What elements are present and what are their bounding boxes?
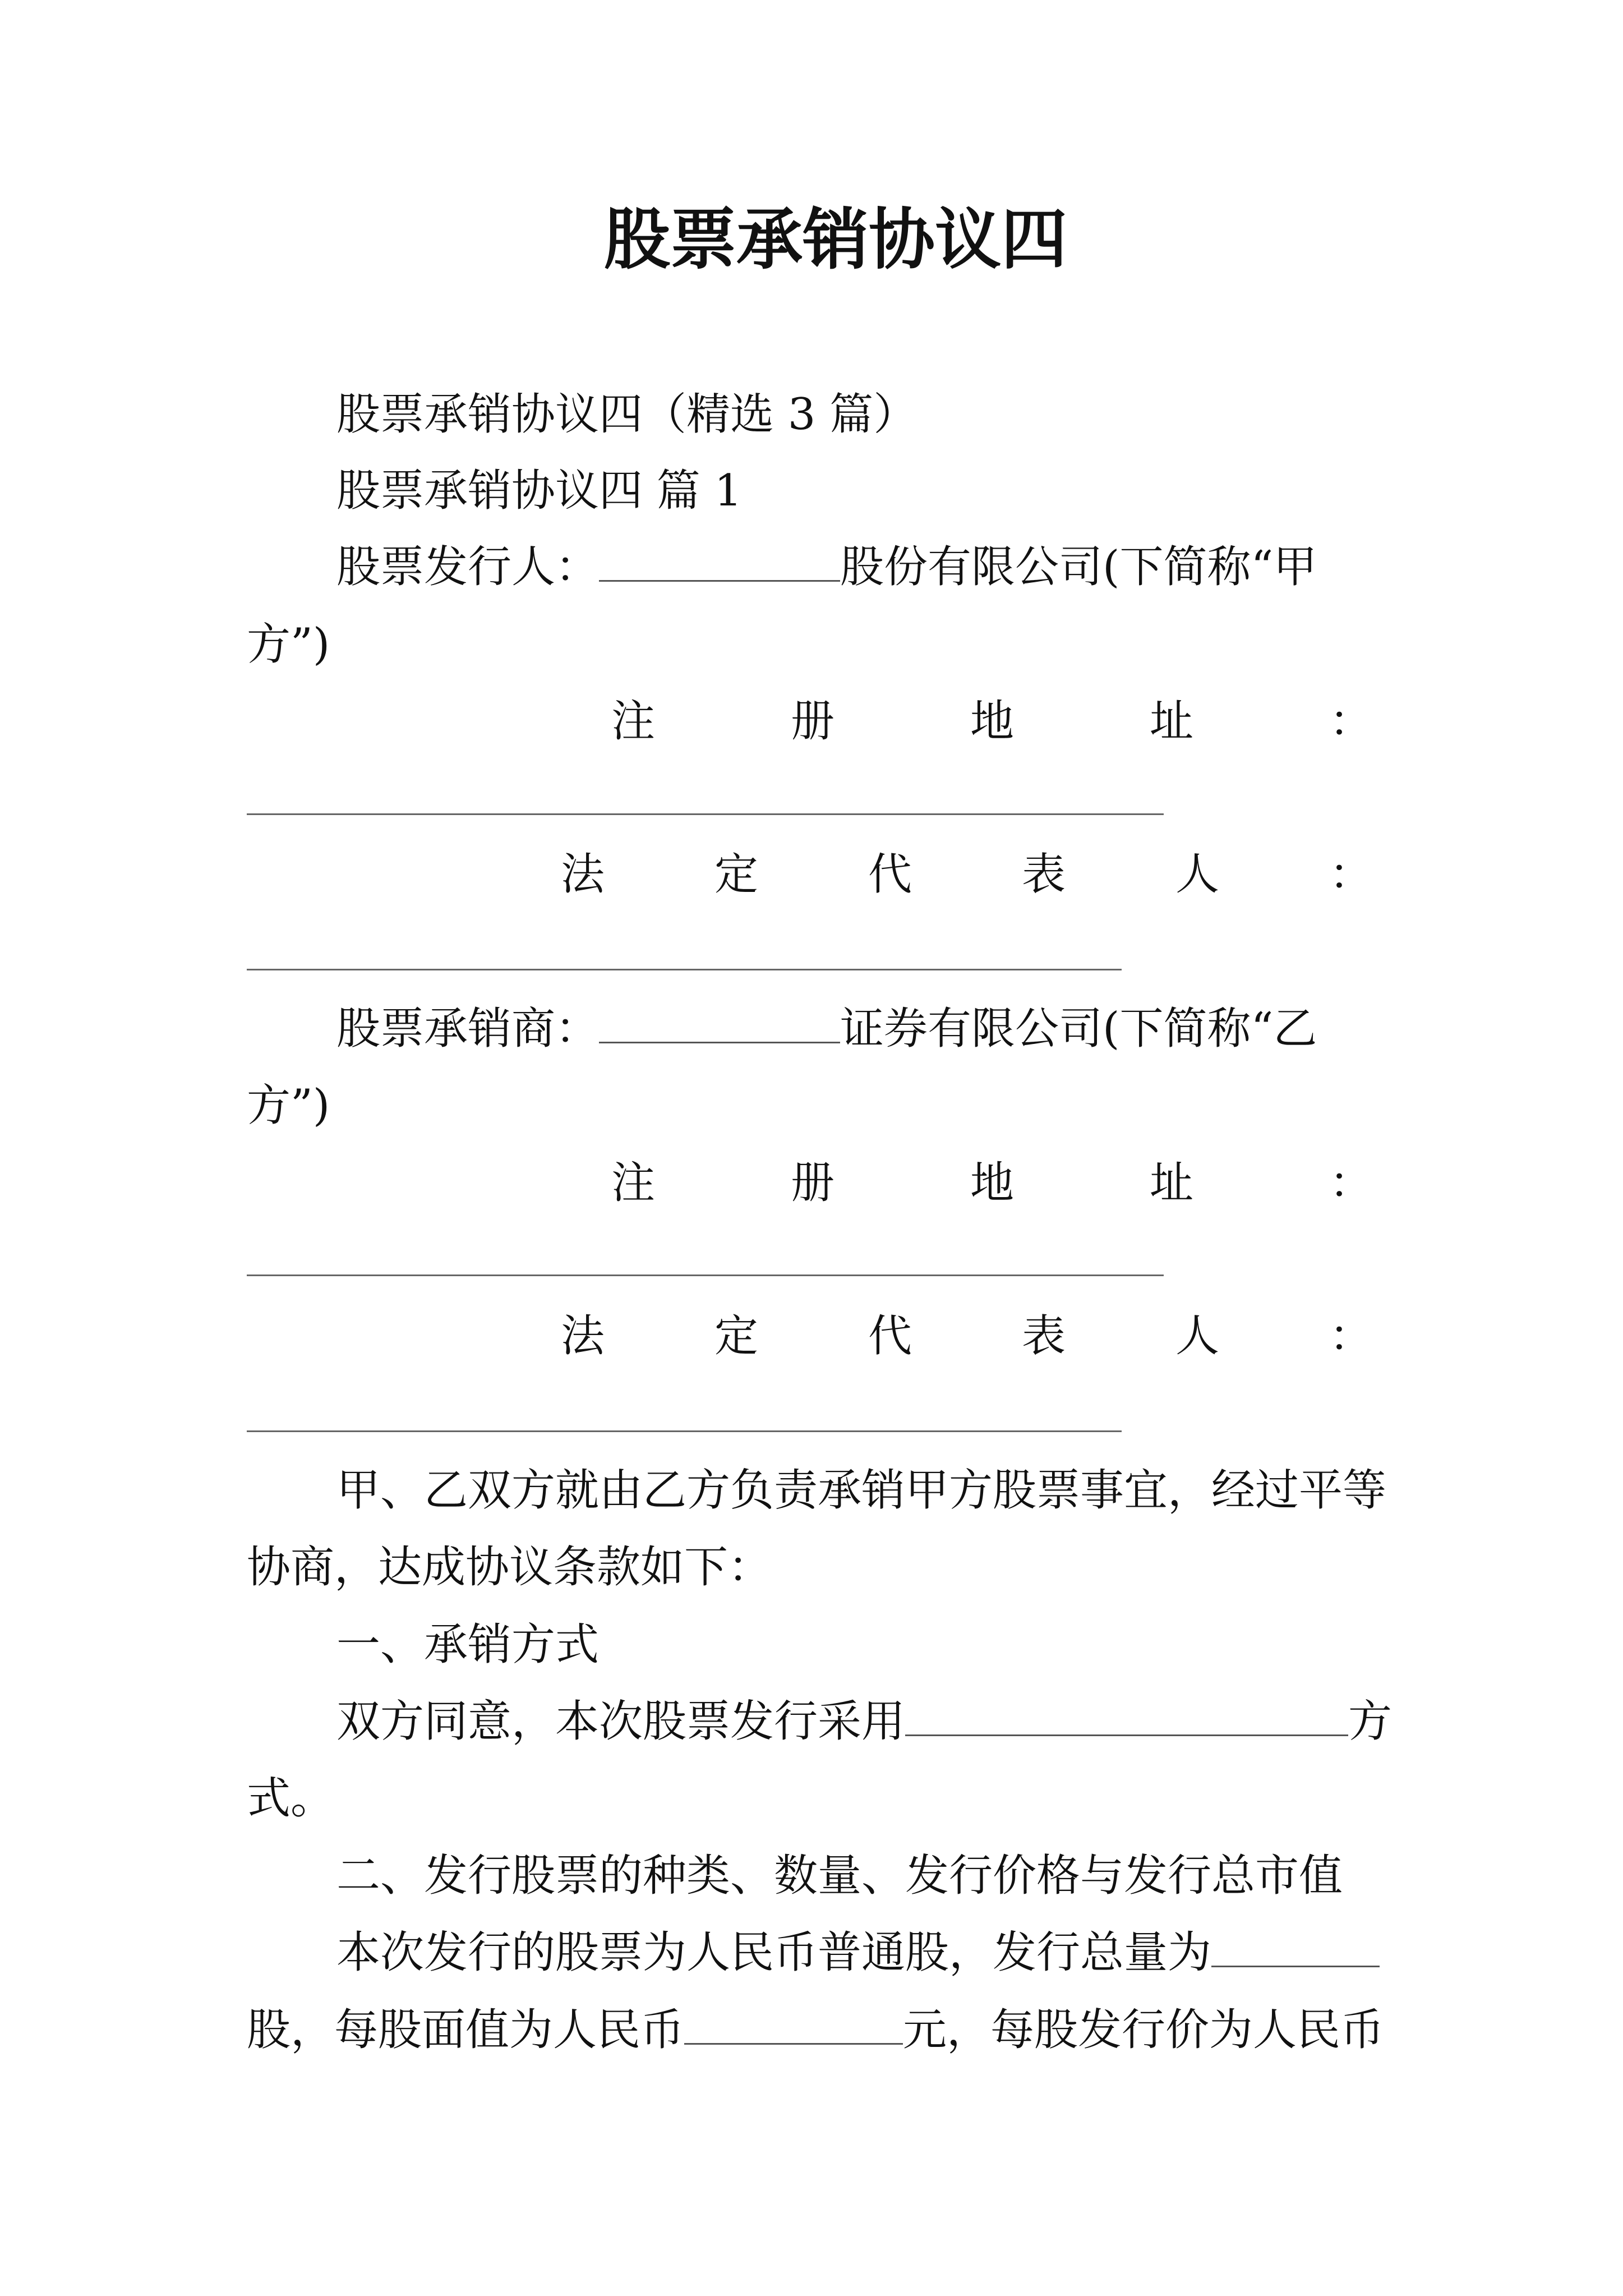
clause-1-line-2: 式。 <box>247 1773 335 1824</box>
clause-2-line-1: 本次发行的股票为人民币普通股，发行总量为 <box>336 1931 1380 1975</box>
party-a-rep-blank <box>247 969 1122 970</box>
party-a-rep-label: 法 定 代 表 人 ： <box>561 849 1373 900</box>
party-b-rep-blank <box>247 1430 1122 1432</box>
document-title: 股票承销协议四 <box>604 200 1068 278</box>
party-b-address-blank <box>247 1274 1164 1276</box>
section-heading: 股票承销协议四 篇 1 <box>336 466 743 516</box>
party-a-address-label: 注 册 地 址 ： <box>611 696 1373 747</box>
subtitle: 股票承销协议四（精选 3 篇） <box>336 389 917 440</box>
party-a-address-blank <box>247 813 1164 815</box>
clause-2-quantity-blank <box>1211 1965 1380 1967</box>
clause-2-line-2: 股，每股面值为人民币 元，每股发行价为人民币 <box>247 2005 1385 2055</box>
party-b-rep-label: 法 定 代 表 人 ： <box>561 1311 1373 1361</box>
preamble-line-2: 协商，达成协议条款如下： <box>247 1542 772 1593</box>
party-b-label: 股票承销商： <box>336 1004 600 1054</box>
preamble-line-1: 甲、乙双方就由乙方负责承销甲方股票事宜，经过平等 <box>336 1465 1387 1516</box>
party-a-company-suffix: 股份有限公司(下简称“甲 <box>840 542 1317 592</box>
party-b-company-suffix: 证券有限公司(下简称“乙 <box>840 1004 1317 1054</box>
party-a-name-blank <box>599 579 840 582</box>
clause-2-par-value-blank <box>684 2042 903 2045</box>
party-b-abbrev-cont: 方”) <box>247 1080 330 1131</box>
party-a-line <box>336 542 1317 592</box>
party-a-abbrev-cont: 方”) <box>247 619 330 670</box>
party-b-line <box>336 1004 1317 1054</box>
party-b-address-label: 注 册 地 址 ： <box>611 1158 1373 1208</box>
clause-1-method-blank <box>905 1734 1348 1736</box>
party-a-label: 股票发行人： <box>336 542 600 592</box>
clause-2-heading: 二、发行股票的种类、数量、发行价格与发行总市值 <box>336 1851 1343 1901</box>
clause-1-line-1: 双方同意，本次股票发行采用 方 <box>336 1696 1393 1747</box>
party-b-name-blank <box>599 1041 840 1043</box>
clause-1-heading: 一、承销方式 <box>336 1619 600 1670</box>
